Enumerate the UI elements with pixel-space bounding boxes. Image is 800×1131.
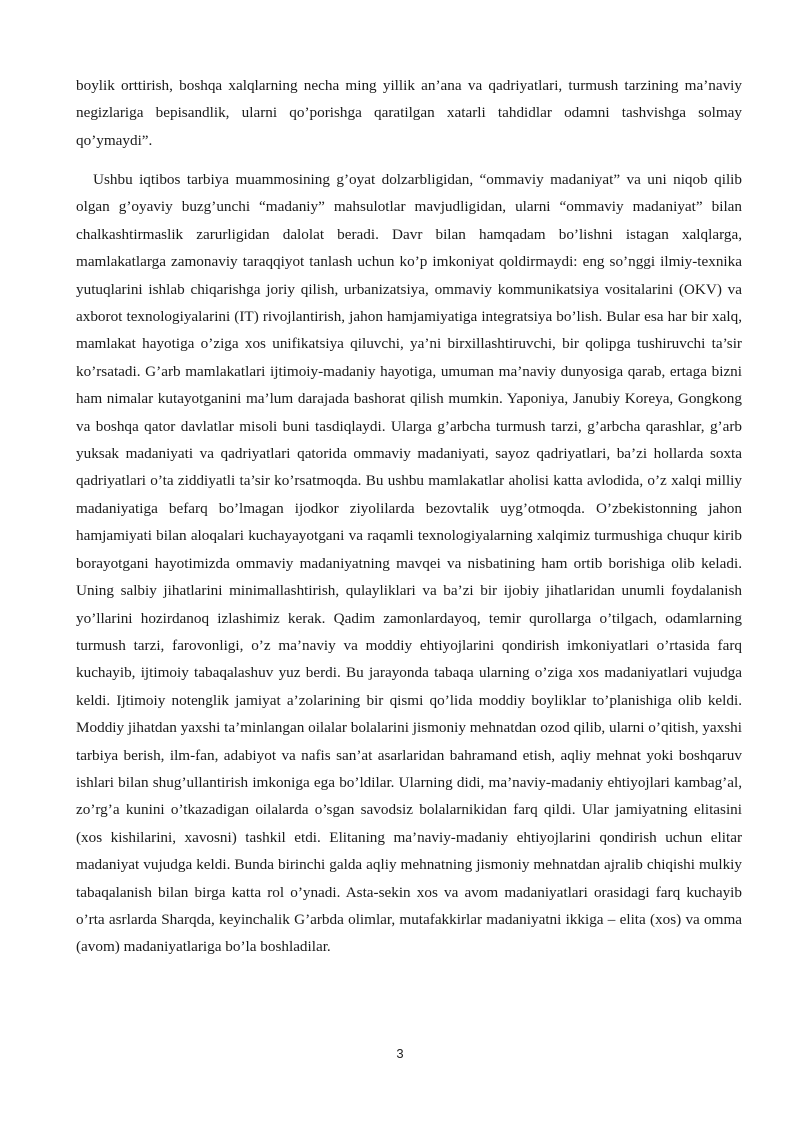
paragraph-quote-ending: boylik orttirish, boshqa xalqlarning necha ming yillik an’ana va qadriyatlari, turmush tarzining ma’naviy negizlariga bepisandlik, ularni qo’porishga qaratilgan xatarli tahdidlar odamni tashvishga solmay qo’ymaydi”. [76,77,742,149]
page-number: 3 [396,1046,404,1061]
paragraph-main: Ushbu iqtibos tarbiya muammosining g’oyat dolzarbligidan, “ommaviy madaniyat” va uni niqob qilib olgan g’oyaviy buzg’unchi “madaniy” mahsulotlar mavjudligidan, ularni “ommaviy madaniyat” bilan chalkashtirmaslik zarurligidan dalolat beradi. Davr bilan hamqadam bo’lishni istagan xalqlarga, mamlakatlarga zamonaviy taraqqiyot tanlash uchun ko’p imkoniyat qoldirmaydi: eng so’nggi ilmiy-texnika yutuqlarini ishlab chiqarishga joriy qilish, urbanizatsiya, ommaviy kommunikatsiya vositalarini (OKV) va axborot texnologiyalarini (IT) rivojlantirish, jahon hamjamiyatiga integratsiya bo’lish. Bular esa har bir xalq, mamlakat hayotiga o’ziga xos unifikatsiya qiluvchi, ya’ni birxillashtiruvchi, bir qolipga tushiruvchi ta’sir ko’rsatadi. G’arb mamlakatlari ijtimoiy-madaniy hayotiga, umuman ma’naviy dunyosiga qarab, ertaga bizni ham nimalar kutayotganini ma’lum darajada bashorat qilish mumkin. Yaponiya, Janubiy Koreya, Gongkong va boshqa qator davlatlar misoli buni tasdiqlaydi. Ularga g’arbcha turmush tarzi, g’arbcha qarashlar, g’arb yuksak madaniyati va qadriyatlari qatorida ommaviy madaniyati, sayoz qadriyatlari, ba’zi hollarda soxta qadriyatlari o’ta ziddiyatli ta’sir ko’rsatmoqda. Bu ushbu mamlakatlar aholisi katta avlodida, o’z xalqi milliy madaniyatiga befarq bo’lmagan ijodkor ziyolilarda bezovtalik uyg’otmoqda. O’zbekistonning jahon hamjamiyati bilan aloqalari kuchayayotgani va raqamli texnologiyalarning xalqimiz turmushiga chuqur kirib borayotgani hayotimizda ommaviy madaniyatning mavqei va nisbatining ham ortib borishiga olib keladi. Uning salbiy jihatlarini minimallashtirish, qulayliklari va ba’zi bir ijobiy jihatlaridan unumli foydalanish yo’llarini hozirdanoq izlashimiz kerak. Qadim zamonlardayoq, temir qurollarga o’tilgach, odamlarning turmush tarzi, farovonligi, o’z ma’naviy va moddiy ehtiyojlarini qondirish imkoniyatlari o’rtasida farq kuchayib, ijtimoiy tabaqalashuv yuz berdi. Bu jarayonda tabaqa ularning o’ziga xos madaniyatlari vujudga keldi. Ijtimoiy notenglik jamiyat a’zolarining bir qismi qo’lida moddiy boyliklar to’planishiga olib keldi. Moddiy jihatdan yaxshi ta’minlangan oilalar bolalarini jismoniy mehnatdan ozod qilib, ularni o’qitish, yaxshi tarbiya berish, ilm-fan, adabiyot va nafis san’at asarlaridan bahramand etish, aqliy mehnat yoki boshqaruv ishlari bilan shug’ullantirish imkoniga ega bo’ldilar. Ularning didi, ma’naviy-madaniy ehtiyojlari kambag’al, zo’rg’a kunini o’tkazadigan oilalarda o’sgan savodsiz bolalarnikidan farq qildi. Ular jamiyatning elitasini (xos kishilarini, xavosni) tashkil etdi. Elitaning ma’naviy-madaniy ehtiyojlarini qondirish uchun elitar madaniyat vujudga keldi. Bunda birinchi galda aqliy mehnatning jismoniy mehnatdan ajralib chiqishi mulkiy tabaqalanish bilan birga katta rol o’ynadi. Asta-sekin xos va avom madaniyatlari orasidagi farq kuchayib o’rta asrlarda Sharqda, keyinchalik G’arbda olimlar, mutafakkirlar madaniyatni ikkiga – elita (xos) va omma (avom) madaniyatlariga bo’la boshladilar. [76,171,742,956]
